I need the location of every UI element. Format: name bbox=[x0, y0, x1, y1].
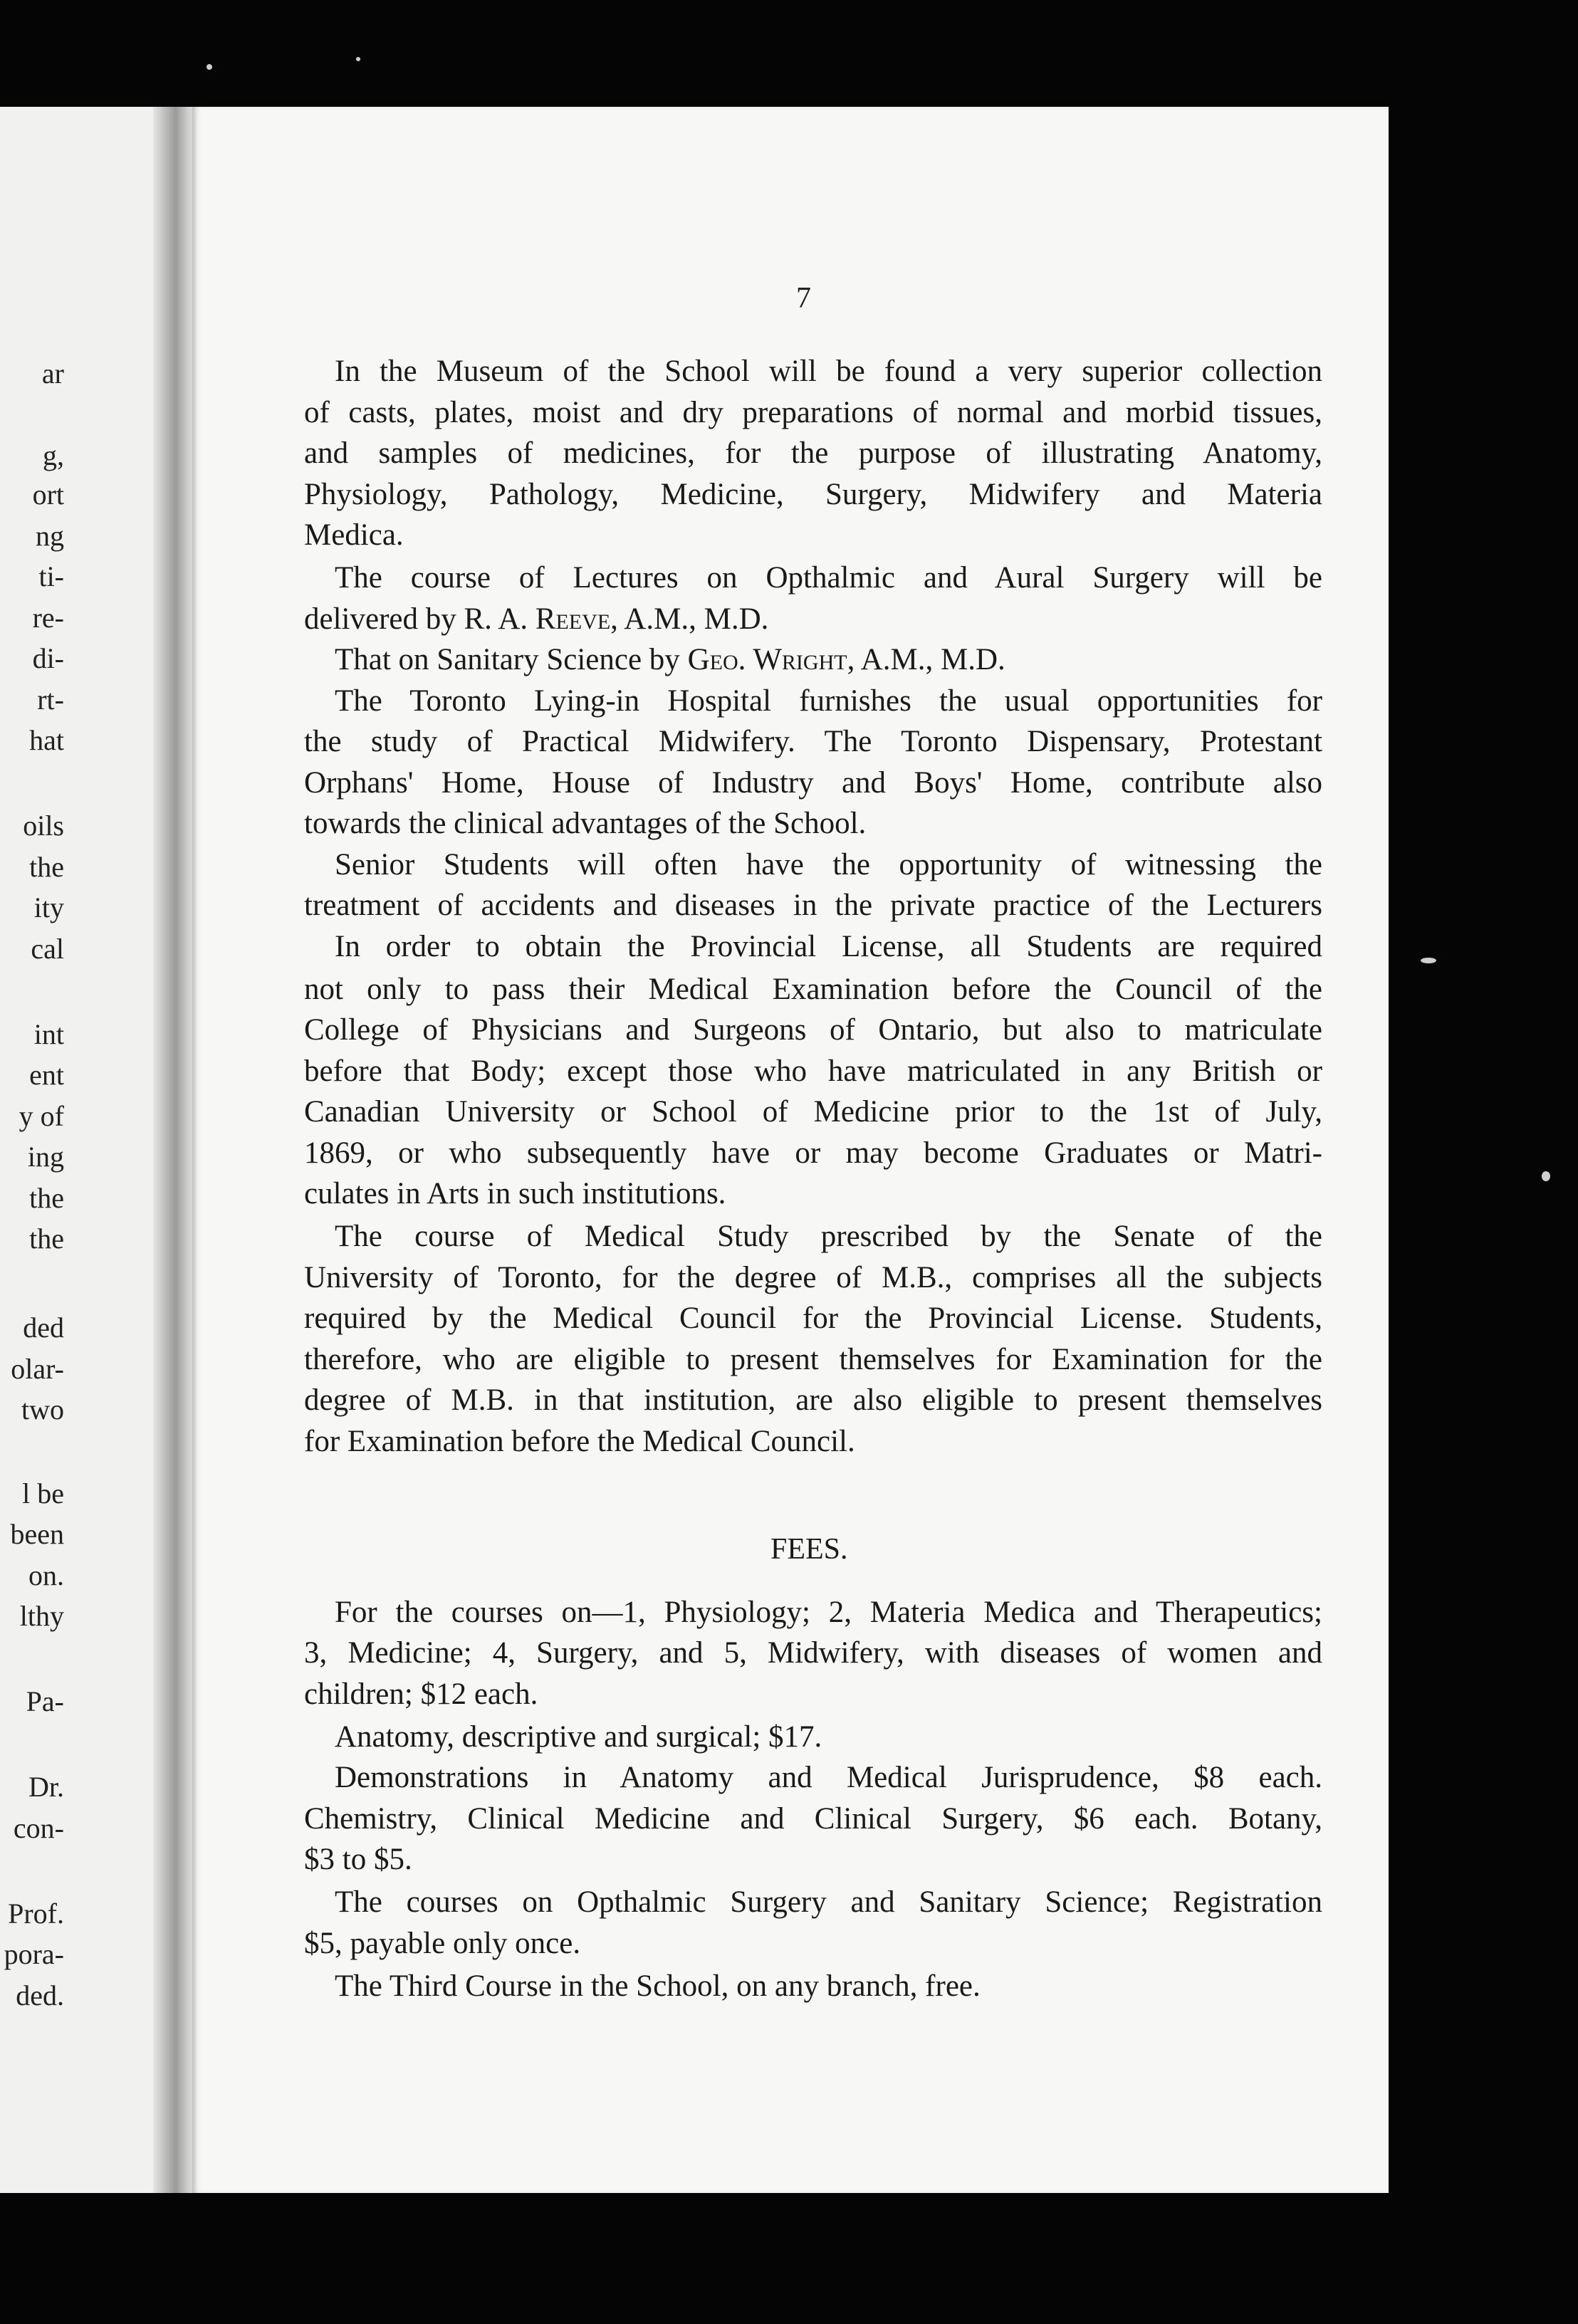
fees-line: 3, Medicine; 4, Surgery, and 5, Midwifery, with diseases of women and bbox=[304, 1636, 1322, 1670]
text-line: required by the Medical Council for the Provincial License. Students, bbox=[304, 1302, 1322, 1335]
dust-speck bbox=[1542, 1171, 1550, 1181]
left-fragment: re- bbox=[32, 602, 64, 634]
left-fragment: ing bbox=[27, 1141, 64, 1173]
dust-speck bbox=[1421, 958, 1436, 963]
left-fragment: Pa- bbox=[26, 1685, 64, 1717]
lecturer-degrees: , A.M., M.D. bbox=[610, 602, 769, 636]
text-line: The Toronto Lying-in Hospital furnishes the usual opportunities for bbox=[335, 684, 1322, 718]
left-fragment: Prof. bbox=[8, 1898, 64, 1930]
text-line: College of Physicians and Surgeons of Ontario, but also to matriculate bbox=[304, 1013, 1322, 1047]
left-fragment: ti- bbox=[38, 560, 64, 592]
text-line: In the Museum of the School will be found a very superior collection bbox=[335, 355, 1322, 388]
lecturer-name: Geo. Wright bbox=[687, 643, 847, 676]
left-fragment: the bbox=[29, 1182, 64, 1214]
lecturer-name: R. A. Reeve bbox=[464, 602, 611, 636]
left-fragment: lthy bbox=[19, 1600, 64, 1632]
left-fragment: ity bbox=[33, 891, 64, 923]
left-fragment: ng bbox=[36, 520, 64, 552]
text-line: In order to obtain the Provincial License, all Students are required bbox=[335, 930, 1322, 963]
dust-speck bbox=[356, 57, 360, 61]
text-line: for Examination before the Medical Council. bbox=[304, 1425, 855, 1458]
text-line: towards the clinical advantages of the School. bbox=[304, 807, 867, 840]
text-line bbox=[335, 644, 1322, 675]
left-fragment: two bbox=[21, 1393, 64, 1425]
text-line: of casts, plates, moist and dry preparations of normal and morbid tissues, bbox=[304, 396, 1322, 429]
text-line: The course of Lectures on Opthalmic and Aural Surgery will be bbox=[335, 561, 1322, 595]
left-fragment: l be bbox=[22, 1477, 64, 1509]
text-line: treatment of accidents and diseases in the private practice of the Lecturers bbox=[304, 889, 1322, 922]
left-fragment: hat bbox=[29, 724, 64, 756]
left-fragment: pora- bbox=[4, 1938, 64, 1970]
lecturer-degrees: , A.M., M.D. bbox=[847, 643, 1005, 676]
left-fragment: the bbox=[29, 1223, 64, 1255]
left-fragment: ded bbox=[23, 1312, 64, 1344]
left-fragment: the bbox=[29, 851, 64, 883]
left-fragment: ded. bbox=[16, 1979, 64, 2011]
text-line: Orphans' Home, House of Industry and Boys' Home, contribute also bbox=[304, 766, 1322, 800]
left-fragment: Dr. bbox=[28, 1771, 64, 1803]
fees-line: Chemistry, Clinical Medicine and Clinical Surgery, $6 each. Botany, bbox=[304, 1802, 1322, 1836]
text-line: not only to pass their Medical Examination before the Council of the bbox=[304, 973, 1322, 1006]
text-line: Medica. bbox=[304, 518, 404, 552]
fees-line: Demonstrations in Anatomy and Medical Jurisprudence, $8 each. bbox=[335, 1761, 1322, 1794]
left-fragment: g, bbox=[43, 439, 64, 471]
fees-line: Anatomy, descriptive and surgical; $17. bbox=[335, 1720, 822, 1754]
text-line: Physiology, Pathology, Medicine, Surgery, Midwifery and Materia bbox=[304, 478, 1322, 511]
text-line: before that Body; except those who have matriculated in any British or bbox=[304, 1054, 1322, 1088]
text-line: and samples of medicines, for the purpose of illustrating Anatomy, bbox=[304, 436, 1322, 470]
left-fragment: ent bbox=[29, 1059, 64, 1091]
dust-speck bbox=[207, 64, 212, 70]
text-line: The course of Medical Study prescribed by the Senate of the bbox=[335, 1220, 1322, 1253]
left-fragment: ort bbox=[32, 478, 64, 511]
text-line: therefore, who are eligible to present themselves for Examination for the bbox=[304, 1343, 1322, 1376]
fees-line: For the courses on—1, Physiology; 2, Materia Medica and Therapeutics; bbox=[335, 1596, 1322, 1629]
fees-line: $3 to $5. bbox=[304, 1843, 412, 1876]
left-fragment: y of bbox=[19, 1100, 64, 1132]
text-line: Canadian University or School of Medicine prior to the 1st of July, bbox=[304, 1095, 1322, 1129]
left-fragment: con- bbox=[13, 1812, 64, 1844]
left-fragment: rt- bbox=[37, 684, 64, 716]
left-fragment: oils bbox=[23, 810, 64, 842]
text-line: degree of M.B. in that institution, are also eligible to present themselves bbox=[304, 1383, 1322, 1417]
fees-line: children; $12 each. bbox=[304, 1677, 538, 1711]
fees-line: The Third Course in the School, on any branch, free. bbox=[335, 1969, 981, 2003]
left-fragment: int bbox=[33, 1018, 64, 1050]
left-fragment: cal bbox=[31, 933, 64, 965]
left-fragment: olar- bbox=[11, 1353, 64, 1385]
text-line bbox=[304, 604, 1322, 634]
text-line: Senior Students will often have the opportunity of witnessing the bbox=[335, 848, 1322, 881]
text-line: the study of Practical Midwifery. The Toronto Dispensary, Protestant bbox=[304, 725, 1322, 758]
fees-heading: FEES. bbox=[770, 1533, 848, 1566]
left-fragment: di- bbox=[32, 642, 64, 674]
text-line: University of Toronto, for the degree of M.B., comprises all the subjects bbox=[304, 1261, 1322, 1294]
left-fragment: ar bbox=[41, 357, 64, 389]
fees-line: $5, payable only once. bbox=[304, 1927, 581, 1960]
fees-line: The courses on Opthalmic Surgery and Sanitary Science; Registration bbox=[335, 1885, 1322, 1919]
page-number: 7 bbox=[796, 282, 811, 315]
text-fragment: delivered by bbox=[304, 602, 456, 636]
text-line: 1869, or who subsequently have or may become Graduates or Matri- bbox=[304, 1136, 1322, 1170]
text-fragment: That on Sanitary Science by bbox=[335, 643, 680, 676]
left-fragment: on. bbox=[28, 1559, 64, 1591]
text-line: culates in Arts in such institutions. bbox=[304, 1177, 726, 1210]
left-fragment: been bbox=[10, 1518, 64, 1550]
